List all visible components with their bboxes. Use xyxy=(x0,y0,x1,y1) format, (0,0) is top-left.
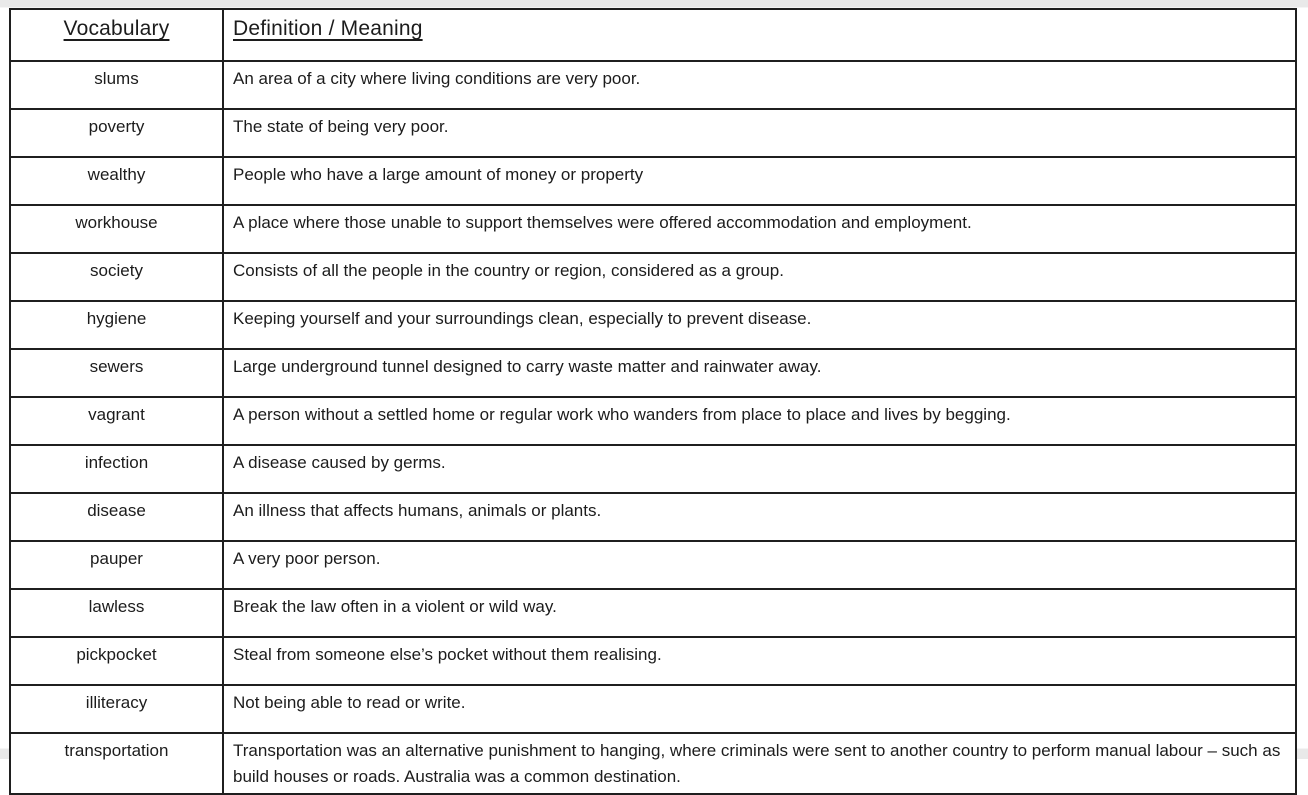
header-vocabulary-label: Vocabulary xyxy=(63,17,170,40)
definition-cell: Keeping yourself and your surroundings clean, especially to prevent disease. xyxy=(223,301,1296,349)
definition-cell: A disease caused by germs. xyxy=(223,445,1296,493)
definition-cell: Large underground tunnel designed to carry waste matter and rainwater away. xyxy=(223,349,1296,397)
table-header-row xyxy=(10,9,1296,61)
table-row xyxy=(10,349,1296,397)
definition-cell: A person without a settled home or regular work who wanders from place to place and lives by begging. xyxy=(223,397,1296,445)
vocab-word-cell: sewers xyxy=(10,349,223,397)
table-row xyxy=(10,589,1296,637)
table-row xyxy=(10,445,1296,493)
definition-cell: People who have a large amount of money or property xyxy=(223,157,1296,205)
definition-cell: A very poor person. xyxy=(223,541,1296,589)
table-row xyxy=(10,685,1296,733)
table-row xyxy=(10,397,1296,445)
table-row xyxy=(10,493,1296,541)
table-row xyxy=(10,733,1296,794)
definition-cell: Break the law often in a violent or wild way. xyxy=(223,589,1296,637)
vocab-word-cell: vagrant xyxy=(10,397,223,445)
definition-cell: Transportation was an alternative punishment to hanging, where criminals were sent to another country to perform manual labour – such as build houses or roads. Australia was a common destination. xyxy=(223,733,1296,794)
vocab-word-cell: infection xyxy=(10,445,223,493)
vocab-word-cell: pauper xyxy=(10,541,223,589)
vocab-word-cell: workhouse xyxy=(10,205,223,253)
table-row xyxy=(10,157,1296,205)
table-row xyxy=(10,301,1296,349)
header-definition xyxy=(223,9,1296,61)
table-row xyxy=(10,109,1296,157)
header-definition-label: Definition / Meaning xyxy=(233,17,423,40)
table-body xyxy=(10,61,1296,794)
definition-cell: Not being able to read or write. xyxy=(223,685,1296,733)
vocab-word-cell: disease xyxy=(10,493,223,541)
page-top-margin xyxy=(0,0,1308,8)
table-row xyxy=(10,205,1296,253)
vocab-word-cell: society xyxy=(10,253,223,301)
table-row xyxy=(10,541,1296,589)
definition-cell: Steal from someone else’s pocket without them realising. xyxy=(223,637,1296,685)
header-vocabulary xyxy=(10,9,223,61)
table-row xyxy=(10,637,1296,685)
vocabulary-table xyxy=(9,8,1297,795)
vocab-word-cell: slums xyxy=(10,61,223,109)
vocab-word-cell: illiteracy xyxy=(10,685,223,733)
vocab-word-cell: hygiene xyxy=(10,301,223,349)
table-row xyxy=(10,61,1296,109)
definition-cell: Consists of all the people in the country or region, considered as a group. xyxy=(223,253,1296,301)
vocab-word-cell: pickpocket xyxy=(10,637,223,685)
vocab-word-cell: transportation xyxy=(10,733,223,794)
definition-cell: An illness that affects humans, animals or plants. xyxy=(223,493,1296,541)
vocab-word-cell: poverty xyxy=(10,109,223,157)
definition-cell: The state of being very poor. xyxy=(223,109,1296,157)
definition-cell: An area of a city where living conditions are very poor. xyxy=(223,61,1296,109)
table-row xyxy=(10,253,1296,301)
definition-cell: A place where those unable to support themselves were offered accommodation and employment. xyxy=(223,205,1296,253)
vocab-word-cell: wealthy xyxy=(10,157,223,205)
vocab-word-cell: lawless xyxy=(10,589,223,637)
